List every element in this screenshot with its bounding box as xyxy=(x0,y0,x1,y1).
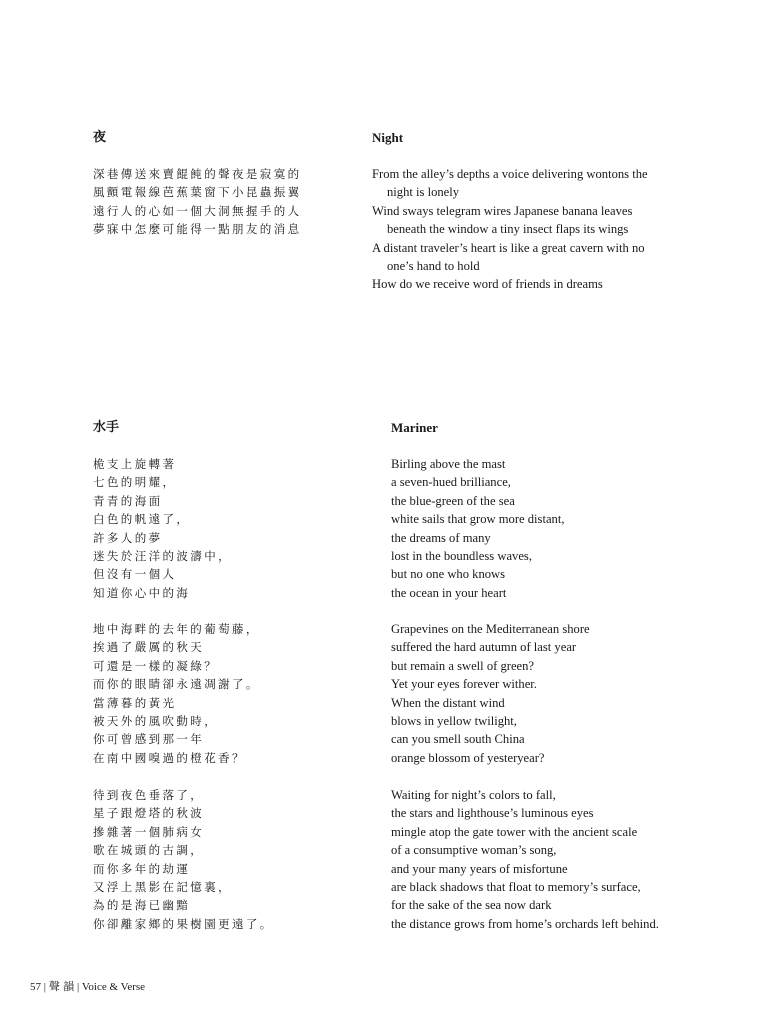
poem-line: 你卻離家鄉的果樹園更遠了。 xyxy=(93,916,274,931)
mariner-en-title: Mariner xyxy=(391,420,438,435)
poem-line: suffered the hard autumn of last year xyxy=(391,640,577,655)
footer-separator: | xyxy=(43,981,46,993)
mariner-en-stanza-3 xyxy=(391,786,659,933)
poem-line: 白色的帆遠了， xyxy=(93,512,191,527)
poem-line: 許多人的夢 xyxy=(93,530,163,545)
poem-line: 迷失於汪洋的波濤中， xyxy=(93,548,232,563)
poem-line: but remain a swell of green? xyxy=(391,658,535,673)
poem-line: the distance grows from home’s orchards left behind. xyxy=(391,916,659,931)
poem-line: 星子跟燈塔的秋波 xyxy=(93,806,205,821)
poem-line: 挨過了嚴厲的秋天 xyxy=(93,640,205,655)
mariner-cn-stanza-3 xyxy=(93,786,274,933)
poem-line: 歌在城頭的古調， xyxy=(93,843,205,858)
poem-line: mingle atop the gate tower with the ancient scale xyxy=(391,824,638,839)
poem-line: 待到夜色垂落了， xyxy=(93,788,205,802)
poem-line: Yet your eyes forever wither. xyxy=(391,677,537,692)
night-cn-poem xyxy=(93,165,302,239)
poem-line: a seven-hued brilliance, xyxy=(391,475,511,490)
poem-line: blows in yellow twilight, xyxy=(391,713,517,728)
journal-name-cn: 聲 韻 xyxy=(48,980,75,993)
poem-line: 可還是一樣的凝綠？ xyxy=(93,658,219,673)
footer-separator: | xyxy=(76,981,80,993)
night-en-title: Night xyxy=(372,130,404,145)
poem-line: the dreams of many xyxy=(391,530,491,545)
night-en-poem xyxy=(372,165,648,294)
poem-line: 青青的海面 xyxy=(93,493,163,508)
poem-line: 夢寐中怎麼可能得一點朋友的消息 xyxy=(93,222,302,237)
poem-line: Wind sways telegram wires Japanese banana leaves xyxy=(372,203,633,218)
poem-line: beneath the window a tiny insect flaps its wings xyxy=(387,222,629,237)
poem-line: and your many years of misfortune xyxy=(391,861,568,876)
poem-line: 摻雜著一個肺病女 xyxy=(93,824,205,839)
poem-line: 桅支上旋轉著 xyxy=(93,457,177,471)
mariner-cn-stanza-2 xyxy=(93,620,260,767)
journal-name-en: Voice & Verse xyxy=(81,981,146,993)
poem-line: Waiting for night’s colors to fall, xyxy=(391,788,556,802)
poem-line: Grapevines on the Mediterranean shore xyxy=(391,622,590,636)
poem-line: the stars and lighthouse’s luminous eyes xyxy=(391,806,594,821)
poem-line: are black shadows that float to memory’s surface, xyxy=(391,879,641,894)
poem-line: 地中海畔的去年的葡萄藤， xyxy=(93,622,260,636)
poem-line: 被天外的風吹動時， xyxy=(93,713,219,728)
mariner-en-stanza-2 xyxy=(391,620,590,767)
page-number: 57 xyxy=(30,981,41,993)
poem-line: can you smell south China xyxy=(391,732,525,747)
poem-line: From the alley’s depths a voice delivering wontons the xyxy=(372,167,648,181)
poem-line: lost in the boundless waves, xyxy=(391,548,532,563)
night-cn-title: 夜 xyxy=(93,130,107,145)
poem-line: 深巷傳送來賣餛飩的聲夜是寂寞的 xyxy=(93,167,302,181)
poem-line: night is lonely xyxy=(387,185,460,200)
mariner-cn-title: 水手 xyxy=(93,420,120,435)
poem-line: 當薄暮的黃光 xyxy=(93,695,177,710)
poem-line: 知道你心中的海 xyxy=(93,585,191,600)
poem-line: 又浮上黑影在記憶裏， xyxy=(93,879,232,894)
poem-line: 在南中國嗅過的橙花香？ xyxy=(93,750,246,765)
poem-line: for the sake of the sea now dark xyxy=(391,898,552,913)
poem-line: the ocean in your heart xyxy=(391,585,507,600)
poem-line: 你可曾感到那一年 xyxy=(93,732,205,747)
poem-line: 但沒有一個人 xyxy=(93,567,177,582)
poem-line: 七色的明耀， xyxy=(93,475,177,490)
poem-line: 風顫電報線芭蕉葉窗下小昆蟲振翼 xyxy=(93,185,302,200)
poem-line: When the distant wind xyxy=(391,695,505,710)
mariner-cn-stanza-1 xyxy=(93,455,232,602)
poem-line: one’s hand to hold xyxy=(387,258,480,273)
poem-line: 而你的眼睛卻永遠凋謝了。 xyxy=(93,677,260,692)
poem-line: 而你多年的劫運 xyxy=(93,861,191,876)
poem-line: but no one who knows xyxy=(391,567,506,582)
poem-line: 為的是海已幽黯 xyxy=(93,898,191,913)
poem-line: orange blossom of yesteryear? xyxy=(391,750,545,765)
poem-line: A distant traveler’s heart is like a great cavern with no xyxy=(372,240,645,255)
page-footer xyxy=(30,980,145,994)
poem-line: Birling above the mast xyxy=(391,457,506,471)
poem-line: of a consumptive woman’s song, xyxy=(391,843,557,858)
poem-line: 遠行人的心如一個大洞無握手的人 xyxy=(93,203,302,218)
poem-line: the blue-green of the sea xyxy=(391,493,515,508)
mariner-en-stanza-1 xyxy=(391,455,564,602)
poem-line: white sails that grow more distant, xyxy=(391,512,565,527)
poem-line: How do we receive word of friends in dreams xyxy=(372,277,603,292)
